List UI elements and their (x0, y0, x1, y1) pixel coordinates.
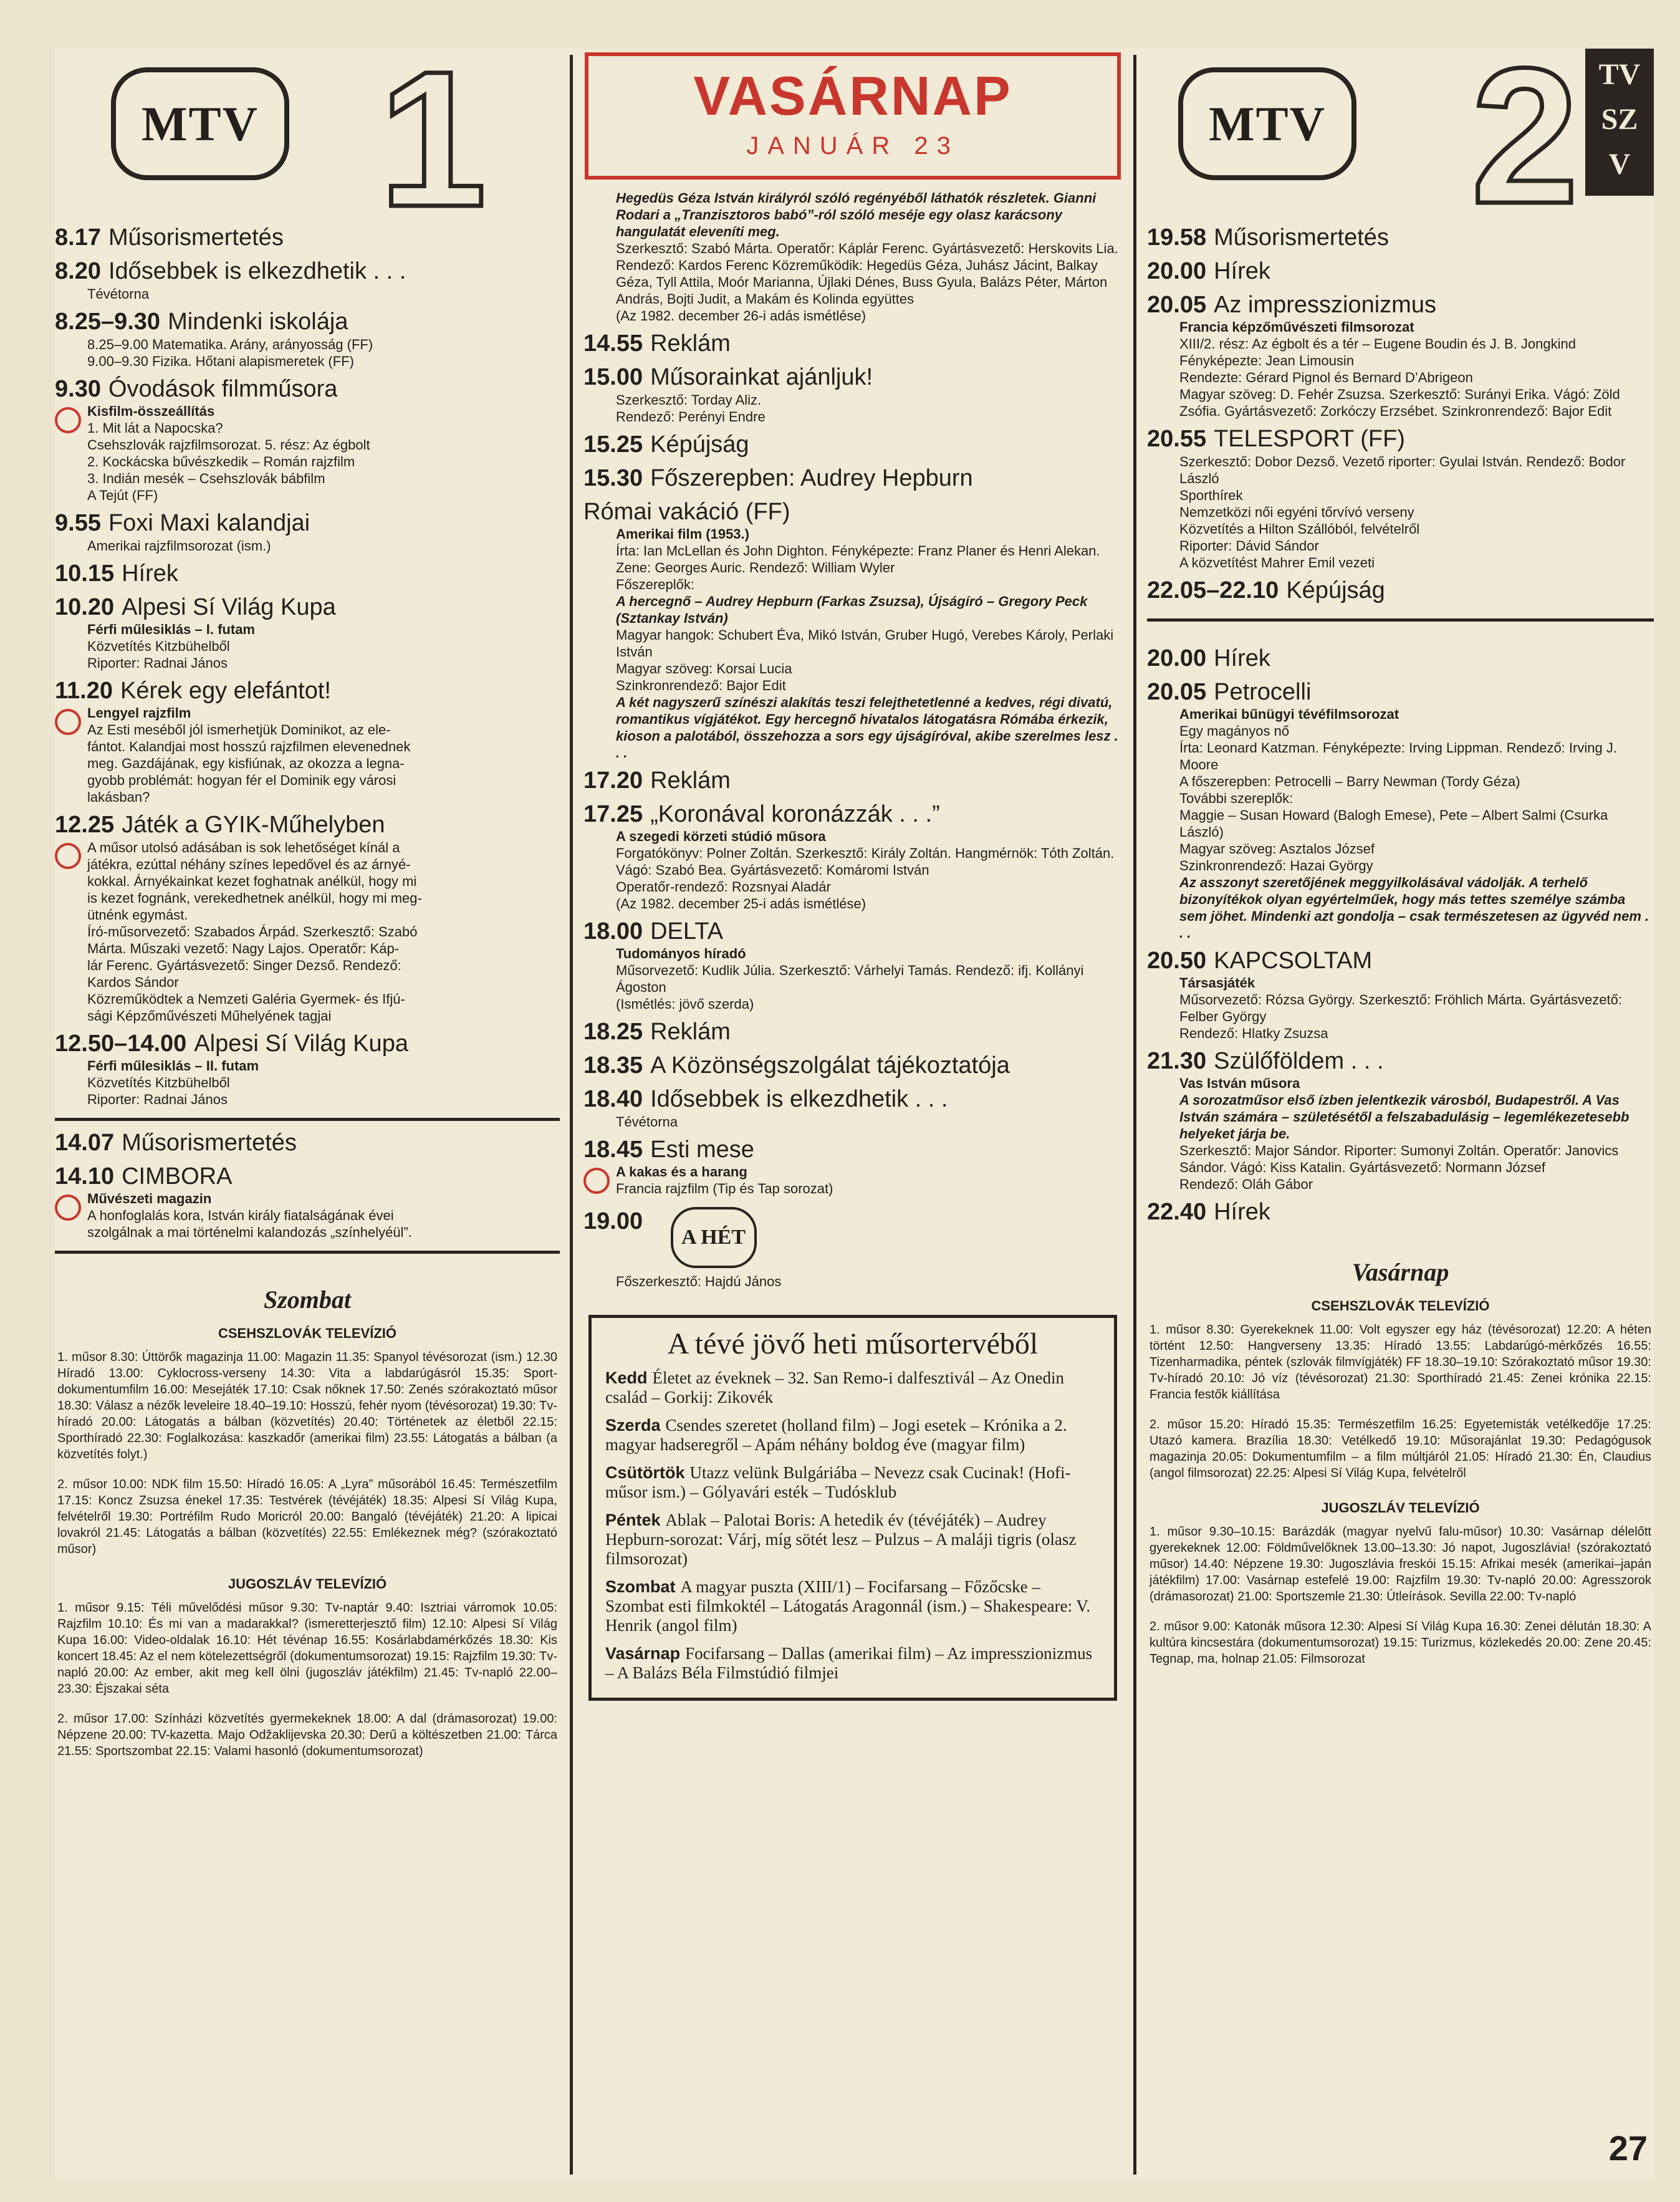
program-entry (55, 593, 560, 671)
program-time: 15.30 (583, 465, 643, 491)
program-detail: Csehszlovák rajzfilmsorozat. 5. rész: Az égbolt (87, 437, 370, 453)
program-time: 15.00 (583, 364, 643, 390)
program-time: 14.55 (583, 330, 643, 357)
program-entry (583, 363, 1122, 425)
program-detail: Az asszonyt szeretőjének meggyilkolásával vádolják. A terhelő bizonyítékok olyan egyértelműek, hogy más tettes személye számba sem jöhet. Mindenki azt gondolja – csak természetesen az ügyvéd nem . . . (1179, 875, 1649, 941)
program-name: Műsorismertetés (108, 224, 284, 251)
program-detail: Rendezte: Gérard Pignol és Bernard D’Abrigeon (1179, 370, 1473, 385)
weekday-programs: A magyar puszta (XIII/1) – Focifarsang – Főzőcske – Szombat esti filmkoktél – Látogatás Aragonnál (ism.) – Shakespeare: V. Henrik (angol film) (605, 1577, 1091, 1635)
program-detail: A két nagyszerű színészi alakítás teszi felejthetetlenné a kedves, régi divatú, romantikus vígjátékot. Egy hercegnő hivatalos látogatásra Rómába érkezik, kioson a palotából, összehozza a sors egy újságíróval, akibe szerelmes lesz . . . (616, 695, 1118, 761)
program-detail: Fényképezte: Jean Limousin (1179, 353, 1355, 368)
program-time: 11.20 (55, 678, 113, 704)
program-title-line (55, 1128, 560, 1157)
program-name: Képújság (1286, 577, 1385, 603)
program-time: 19.00 (583, 1208, 643, 1234)
program-detail: ütnénk egymást. (87, 907, 188, 923)
program-detail: fántot. Kalandjai most hosszú rajzfilmen elevenednek (87, 739, 411, 754)
tag-line: SZ (1601, 103, 1638, 136)
program-title-line (55, 307, 560, 336)
program-time: 18.25 (583, 1019, 643, 1045)
program-title-line (1147, 576, 1654, 605)
program-name: Műsorainkat ajánljuk! (650, 364, 873, 390)
program-detail: 8.25–9.00 Matematika. Arány, arányosság (FF) (87, 337, 373, 352)
program-time: 20.00 (1147, 258, 1207, 284)
program-entry (55, 1162, 560, 1241)
program-title-line (583, 800, 1122, 829)
program-time: 10.15 (55, 560, 115, 587)
next-week-day (605, 1511, 1100, 1569)
program-detail: A sorozatműsor első ízben jelentkezik városból, Budapestről. A Vas István számára – születésétől a felszabadulásig – legemlékezetesebb helyeket járja be. (1179, 1092, 1630, 1142)
program-detail: (Az 1982. december 25-i adás ismétlése) (616, 896, 866, 911)
program-title-line (583, 498, 1122, 526)
program-title-line (1147, 644, 1654, 673)
program-name: Petrocelli (1214, 679, 1312, 705)
program-detail: Vas István műsora (1179, 1075, 1300, 1091)
program-name: KAPCSOLTAM (1214, 948, 1373, 974)
program-detail: Forgatókönyv: Polner Zoltán. Szerkesztő: Király Zoltán. Hangmérnök: Tóth Zoltán. Vágó: Szabó Bea. Gyártásvezető: Komáromi István (616, 845, 1115, 878)
program-title-line (583, 1051, 1122, 1080)
program-entry (55, 1128, 560, 1157)
program-detail: Hegedüs Géza István királyról szóló regényéből láthatók részletek. Gianni Rodari a „Tranzisztoros babó”-ról szóló meséje egy olasz karácsony hangulatát eleveníti meg. (616, 190, 1097, 239)
program-name: Alpesi Sí Világ Kupa (194, 1031, 408, 1057)
program-entry (1147, 1198, 1654, 1226)
page-number: 27 (1608, 2128, 1648, 2168)
program-detail: Szinkronrendező: Bajor Edit (616, 678, 786, 693)
program-title-line (1147, 425, 1654, 453)
program-time: 18.35 (583, 1052, 643, 1079)
program-entry (583, 1017, 1122, 1046)
program-name: Hírek (1214, 258, 1270, 284)
program-name: Római vakáció (FF) (583, 499, 790, 525)
program-name: DELTA (650, 918, 723, 945)
program-detail: kokkal. Árnyékainkat kezet foghatnak anélkül, hogy mi (87, 873, 417, 889)
circle-mark-icon (583, 1168, 610, 1194)
program-entry (583, 430, 1122, 459)
program-title-line (55, 1162, 560, 1191)
program-time: 14.10 (55, 1163, 115, 1190)
program-entry (1147, 946, 1654, 1042)
program-time: 22.05–22.10 (1147, 577, 1279, 603)
program-detail: Közreműködtek a Nemzeti Galéria Gyermek- és Ifjú- (87, 991, 405, 1007)
program-detail: XIII/2. rész: Az égbolt és a tér – Eugene Boudin és J. B. Jongkind (1179, 336, 1576, 352)
tag-line: V (1608, 148, 1631, 181)
program-detail: Riporter: Radnai János (87, 1092, 228, 1107)
program-detail: Írta: Ian McLellan és John Dighton. Fényképezte: Franz Planer és Henri Alekan. Zene: Georges Auric. Rendező: William Wyler (616, 543, 1100, 575)
program-detail: gyobb problémát: hogyan fér el Dominik egy városi (87, 772, 396, 788)
cs-guide-2: 2. műsor 15.20: Híradó 15.35: Természetfilm 16.25: Egyetemisták vetélkedője 17.25: Utazó kamera. Brazília 18.30: Vetélkedő 19.10: Műsorajánlat 19.30: Pedagógusok magazinja 20.05: Dokumentumfilm – a film múltjáról 21.05: Híradó 21.30: Én, Claudius (angol filmsorozat) 22.25: Alpesi Sí Világ Kupa, felvételről (1150, 1418, 1651, 1480)
next-week-title: A tévé jövő heti műsortervéből (667, 1327, 1039, 1360)
program-detail: Közvetítés Kitzbühelből (87, 638, 230, 654)
program-time: 18.40 (583, 1086, 643, 1112)
program-detail: Magyar szöveg: Asztalos József (1179, 841, 1375, 857)
program-detail: Maggie – Susan Howard (Balogh Emese), Pete – Albert Salmi (Csurka László) (1179, 807, 1608, 840)
program-title-line (1147, 1047, 1654, 1075)
program-title-line (1147, 223, 1654, 252)
program-name: Idősebbek is elkezdhetik . . . (108, 258, 406, 284)
program-time: 12.50–14.00 (55, 1031, 187, 1057)
program-detail: A hercegnő – Audrey Hepburn (Farkas Zsuzsa), Újságíró – Gregory Peck (Sztankay István) (616, 594, 1088, 626)
program-detail: Műsorvezető: Kudlik Júlia. Szerkesztő: Várhelyi Tamás. Rendező: ifj. Kollányi Ágoston (616, 963, 1084, 995)
weekday-label: Kedd (605, 1368, 648, 1387)
program-detail: A szegedi körzeti stúdió műsora (616, 829, 826, 844)
program-detail: A Tejút (FF) (87, 488, 158, 503)
day-header (585, 52, 1121, 180)
tv-szv-tag (1585, 49, 1654, 196)
program-name: Reklám (650, 767, 731, 794)
program-detail: lakásban? (87, 789, 150, 805)
program-name: Az impresszionizmus (1214, 292, 1436, 318)
program-time: 9.55 (55, 510, 101, 536)
program-time: 20.55 (1147, 426, 1207, 452)
circle-mark-icon (55, 407, 81, 433)
program-entry (55, 509, 560, 554)
program-detail: További szereplők: (1179, 791, 1294, 806)
program-name: Óvodások filmműsora (108, 376, 338, 402)
program-name: Alpesi Sí Világ Kupa (122, 594, 336, 620)
program-name: TELESPORT (FF) (1214, 426, 1405, 452)
program-detail: A műsor utolsó adásában is sok lehetőséget kínál a (87, 840, 400, 855)
program-detail: Riporter: Radnai János (87, 655, 228, 671)
weekday-programs: Csendes szeretet (holland film) – Jogi esetek – Krónika a 2. magyar hadseregről – Apám néhány boldog éve (magyar film) (605, 1416, 1067, 1454)
program-time: 15.25 (583, 431, 643, 458)
program-detail: Szerkesztő: Dobor Dezső. Vezető riporter: Gyulai István. Rendező: Bodor László (1179, 454, 1626, 486)
program-title-line (583, 363, 1122, 392)
program-detail: meg. Gazdájának, egy kisfiúnak, az okozza a legna- (87, 756, 405, 771)
program-detail: Társasjáték (1179, 975, 1255, 991)
weekday-label: Szombat (605, 1577, 676, 1596)
program-detail: Művészeti magazin (87, 1191, 212, 1206)
program-detail: Márta. Műszaki vezető: Nagy Lajos. Operatőr: Káp- (87, 941, 400, 956)
program-detail: Francia rajzfilm (Tip és Tap sorozat) (616, 1181, 833, 1196)
program-name: A Közönségszolgálat tájékoztatója (650, 1052, 1010, 1079)
program-name: Hírek (122, 560, 178, 587)
program-detail: Kisfilm-összeállítás (87, 403, 215, 419)
program-note: Főszerkesztő: Hajdú János (616, 1274, 782, 1289)
program-entry (583, 766, 1122, 795)
ju-guide-1: 1. műsor 9.15: Téli művelődési műsor 9.30: Tv-naptár 9.40: Isztriai várromok 10.05: Rajzfilm 10.10: És mi van a madarakkal? (ismeretterjesztő film) 12.10: Alpesi Sí Világ Kupa 16.00: Video-oldalak 16.10: Hét tévénap 16.55: Kosárlabdamérkőzés 18.30: Kis koncert 18.45: Az el nem kötelezettségről (dokumentumsorozat) 19.15: Rajzfilm 19.30: Tv-napló 20.00: Az ember, akit meg kell ölni (jugoszláv játékfilm) 21.45: Tv-napló 22.00–23.30: Éjszakai séta (57, 1601, 557, 1696)
column-rule (1133, 55, 1136, 2175)
program-time: 8.20 (55, 258, 101, 284)
mtv1-program-list (55, 223, 560, 1108)
program-detail: Magyar szöveg: D. Fehér Zsuzsa. Szerkesztő: Surányi Erika. Vágó: Zöld Zsófia. Gyártásvezető: Zorkóczy Erzsébet. Szinkronrendező: Bajor Edit (1179, 387, 1620, 419)
program-detail: Nemzetközi női egyéni tőrvívó verseny (1179, 504, 1414, 520)
cs-tv-title: CSEHSZLOVÁK TELEVÍZIÓ (1311, 1298, 1490, 1314)
tag-line: TV (1598, 58, 1641, 91)
program-title-line (583, 430, 1122, 459)
next-week-list (605, 1368, 1100, 1683)
mtv-logo-box: MTV (1178, 67, 1356, 180)
program-time: 20.50 (1147, 948, 1207, 974)
program-name: Esti mese (650, 1137, 754, 1163)
program-detail: Az Esti meséből jól ismerhetjük Dominikot, az ele- (87, 722, 391, 738)
section-title-szombat: Szombat (263, 1286, 352, 1314)
program-detail: A közvetítést Mahrer Emil vezeti (1179, 555, 1375, 570)
program-entry (1147, 1047, 1654, 1193)
program-detail: 2. Kockácska bűvészkedik – Román rajzfilm (87, 454, 355, 469)
program-title-line (55, 223, 560, 252)
program-detail: Közvetítés a Hilton Szállóból, felvételről (1179, 521, 1420, 537)
program-time: 18.45 (583, 1137, 643, 1163)
weekday-programs: Ablak – Palotai Boris: A hetedik év (tévéjáték) – Audrey Hepburn-sorozat: Várj, míg sötét lesz – Pulzus – A maláji tigris (olasz filmsorozat) (605, 1511, 1077, 1568)
program-name: Idősebbek is elkezdhetik . . . (650, 1086, 948, 1112)
program-detail: Egy magányos nő (1179, 723, 1290, 739)
program-detail: A kakas és a harang (616, 1164, 747, 1180)
mtv1-column (55, 49, 560, 2181)
program-detail: Sporthírek (1179, 488, 1243, 503)
program-detail: 1. Mit lát a Napocska? (87, 420, 223, 436)
ju-guide-1: 1. műsor 9.30–10.15: Barázdák (magyar nyelvű falu-műsor) 10.30: Vasárnap délelőtt gyerekeknek 12.00: Földművelőknek 13.00–13.30: Jó napot, Jugoszlávia! (szórakoztató műsor) 14.40: Népzene 19.30: Jugoszlávia freskói 15.15: Afrikai mesék (amerikai–japán játékfilm) 17.00: Vasárnap estefelé 19.00: Rajzfilm 19.30: Tv-napló 20.00: Agresszorok (drámasorozat) 21.00: Sportszemle 21.30: Útleírások. Sevilla 22.00: Tv-napló (1150, 1525, 1651, 1603)
program-name: Játék a GYIK-Műhelyben (122, 812, 385, 838)
program-time: 17.25 (583, 801, 643, 827)
divider (55, 1118, 560, 1121)
program-time: 8.25–9.30 (55, 309, 161, 335)
circle-mark-icon (55, 709, 81, 735)
program-time: 20.05 (1147, 292, 1207, 318)
program-detail: Szerkesztő: Szabó Márta. Operatőr: Káplár Ferenc. Gyártásvezető: Herskovits Lia. Rendező: Kardos Ferenc Közreműködik: Hegedüs Géza, Juhász Jácint, Balkay Géza, Tyll Attila, Moór Marianna, Újlaki Dénes, Buss Gyula, Balázs Péter, Márton András, Bojti Judit, a Makám és Kolinda együttes (616, 241, 1118, 307)
program-title-line (1147, 1198, 1654, 1226)
cs-guide-2: 2. műsor 10.00: NDK film 15.50: Híradó 16.05: A „Lyra” műsorából 16.45: Természetfilm 17.15: Koncz Zsuzsa énekel 17.35: Testvérek (tévéjáték) 18.35: Alpesi Sí Világ Kupa, felvételről 19.30: Portréfilm Rudo Moricról 20.00: Bangaló (tévéjáték) 21.20: A lipicai lovakról 21.45: Látogatás a bálban (közvetítés) 22.55: Emlékeznek még? (szórakoztató műsor) (57, 1478, 557, 1556)
program-time: 21.30 (1147, 1048, 1207, 1074)
center-program-list (583, 190, 1122, 1197)
column-rule (570, 55, 573, 2175)
program-detail: 3. Indián mesék – Csehszlovák bábfilm (87, 471, 325, 486)
program-time: 8.17 (55, 224, 101, 251)
program-detail: A honfoglalás kora, István király fiatalságának évei (87, 1208, 394, 1223)
program-time: 19.58 (1147, 224, 1207, 251)
program-name: Hírek (1214, 1199, 1270, 1225)
program-entry (1147, 576, 1654, 605)
program-title-line (55, 257, 560, 286)
weekday-programs: Utazz velünk Bulgáriába – Nevezz csak Cucinak! (Hofi-műsor ism.) – Gólyavári esték – Tudósklub (605, 1463, 1071, 1501)
weekday-label: Vasárnap (605, 1644, 681, 1663)
program-title-line (583, 464, 1122, 493)
program-name: Műsorismertetés (1214, 224, 1389, 251)
weekday-label: Szerda (605, 1416, 661, 1435)
program-name: Hírek (1214, 645, 1270, 671)
program-name: Kérek egy elefántot! (120, 678, 331, 704)
program-time: 14.07 (55, 1130, 115, 1156)
program-detail: Főszereplők: (616, 577, 694, 592)
ju-guide-2: 2. műsor 9.00: Katonák műsora 12.30: Alpesi Sí Világ Kupa 16.30: Zenei délután 18.30: A kultúra kincsestára (dokumentumsorozat) 19.15: Turizmus, közlekedés 20.00: Zene 20.45: Tegnap, ma, holnap 21.05: Filmsorozat (1150, 1620, 1651, 1666)
program-entry (583, 1051, 1122, 1080)
program-detail: Tévétorna (87, 286, 150, 302)
program-detail: Rendező: Hlatky Zsuzsa (1179, 1026, 1328, 1041)
program-time: 10.20 (55, 594, 115, 620)
program-time: 17.20 (583, 767, 643, 794)
program-detail: Tudományos híradó (616, 946, 746, 961)
program-detail: Férfi műlesiklás – I. futam (87, 622, 255, 637)
program-detail: (Az 1982. december 26-i adás ismétlése) (616, 308, 866, 324)
program-detail: Lengyel rajzfilm (87, 705, 191, 721)
program-entry (55, 375, 560, 504)
program-entry (55, 223, 560, 252)
cs-tv-title: CSEHSZLOVÁK TELEVÍZIÓ (218, 1325, 397, 1341)
program-detail: Kardos Sándor (87, 974, 179, 990)
ju-guide-2: 2. műsor 17.00: Színházi közvetítés gyermekeknek 18.00: A dal (drámasorozat) 19.00: Népzene 20.00: TV-kazetta. Majo Odžaklijevska 20.30: Derű a költészetben 21.00: Tárca 21.55: Sportszombat 22.15: Valami hasonló (dokumentumsorozat) (57, 1712, 557, 1758)
program-title-line (55, 676, 560, 705)
program-detail: Közvetítés Kitzbühelből (87, 1075, 230, 1090)
program-title-line (1147, 946, 1654, 975)
next-week-day (605, 1577, 1100, 1635)
program-title-line (583, 329, 1122, 358)
program-detail: Írta: Leonard Katzman. Fényképezte: Irving Lippman. Rendező: Irving J. Moore (1179, 740, 1617, 772)
channel-number-one: 1 (379, 49, 487, 247)
program-title-line (55, 593, 560, 622)
program-entry (583, 1135, 1122, 1197)
circle-mark-icon (55, 1195, 81, 1221)
section-title-vasarnap: Vasárnap (1351, 1258, 1449, 1286)
day-date: JANUÁR 23 (746, 132, 959, 160)
next-week-day (605, 1463, 1100, 1502)
ju-tv-title: JUGOSZLÁV TELEVÍZIÓ (1321, 1500, 1480, 1516)
program-a-het (583, 1207, 1122, 1290)
program-detail: Műsorvezető: Rózsa György. Szerkesztő: Fröhlich Márta. Gyártásvezető: Felber György (1179, 992, 1622, 1024)
program-detail: Amerikai rajzfilmsorozat (ism.) (87, 538, 271, 554)
center-column (583, 49, 1122, 2181)
program-detail: Operatőr-rendező: Rozsnyai Aladár (616, 879, 831, 895)
program-entry (1147, 257, 1654, 286)
program-name: Foxi Maxi kalandjai (108, 510, 310, 536)
program-detail: Rendező: Oláh Gábor (1179, 1176, 1313, 1192)
program-detail: Magyar hangok: Schubert Éva, Mikó István, Gruber Hugó, Verebes Károly, Perlaki István (616, 627, 1114, 660)
program-detail: is kezet fognánk, verekedhetnek anélkül, hogy mi meg- (87, 890, 422, 906)
program-title-line (583, 766, 1122, 795)
program-detail: 9.00–9.30 Fizika. Hőtani alapismeretek (FF) (87, 353, 354, 369)
next-week-box (588, 1315, 1117, 1701)
program-entry (583, 1085, 1122, 1130)
program-title-line (583, 917, 1122, 946)
program-detail: Szerkesztő: Major Sándor. Riporter: Sumonyi Zoltán. Operatőr: Janovics Sándor. Vágó: Kiss Katalin. Gyártásvezető: Normann József (1179, 1143, 1619, 1175)
program-entry (583, 800, 1122, 912)
next-week-day (605, 1368, 1100, 1407)
program-entry (55, 257, 560, 302)
program-entry (583, 917, 1122, 1012)
program-detail: szolgálnak a mai történelmi kalandozás „színhelyéül”. (87, 1224, 412, 1240)
channel-number-two: 2 (1471, 49, 1579, 244)
ju-tv-title: JUGOSZLÁV TELEVÍZIÓ (228, 1576, 387, 1592)
program-detail: Amerikai bűnügyi tévéfilmsorozat (1179, 706, 1399, 722)
weekday-label: Csütörtök (605, 1463, 685, 1482)
program-entry (583, 190, 1122, 324)
box-bottom-rule (1147, 618, 1654, 622)
program-detail: (Ismétlés: jövő szerda) (616, 996, 754, 1012)
program-detail: Író-műsorvezető: Szabados Árpád. Szerkesztő: Szabó (87, 924, 418, 940)
program-name: Képújság (650, 431, 749, 458)
mtv2-column (1147, 49, 1654, 2181)
program-detail: Amerikai film (1953.) (616, 526, 749, 542)
weekday-programs: Életet az éveknek – 32. San Remo-i dalfesztivál – Az Onedin család – Gorkij: Zikovék (605, 1368, 1065, 1406)
program-title-line (583, 1017, 1122, 1046)
mtv1-program-list-afternoon (55, 1128, 560, 1241)
tv-guide-page (55, 49, 1654, 2181)
program-time: 18.00 (583, 918, 643, 945)
program-entry (1147, 223, 1654, 252)
a-het-logo: A HÉT (671, 1207, 757, 1268)
program-name: Reklám (650, 1019, 731, 1045)
program-entry (55, 676, 560, 805)
mtv-logo-box: MTV (111, 67, 289, 180)
program-detail: Rendező: Perényi Endre (616, 409, 766, 425)
mtv2-program-list (1147, 223, 1654, 605)
program-title-line (55, 559, 560, 588)
program-entry (1147, 425, 1654, 571)
program-title-line (583, 1135, 1122, 1164)
program-time: 20.05 (1147, 679, 1207, 705)
cs-guide-1: 1. műsor 8.30: Úttörők magazinja 11.00: Magazin 11.35: Spanyol tévésorozat (ism.) 12.30 Híradó 13.00: Cyklocross-verseny 14.30: Vita a labdarúgásról 15.35: Sport-dokumentumfilm 16.00: Mesejáték 17.10: Csak nőknek 17.50: Zenés szórakoztató műsor 18.30: Válasz a nézők leveleire 18.40–19.10: Hosszú, fehér nyom (tévésorozat) 19.30: Tv-híradó 20.00: Látogatás a bálban (közvetítés) 20.40: Történetek az életből 22.15: Sporthíradó 22.30: Foglalkozása: kaszkadőr (amerikai film) 23.55: Látogatás a bálban (a közvetítés folyt.) (57, 1350, 557, 1461)
program-detail: lár Ferenc. Gyártásvezető: Singer Dezső. Rendező: (87, 958, 401, 973)
program-name: Reklám (650, 330, 731, 357)
weekday-programs: Focifarsang – Dallas (amerikai film) – Az impresszionizmus – A Balázs Béla Filmstúdió filmjei (605, 1644, 1093, 1682)
program-title-line (55, 375, 560, 403)
program-time: 20.00 (1147, 645, 1207, 671)
program-detail: Tévétorna (616, 1114, 678, 1130)
program-detail: Férfi műlesiklás – II. futam (87, 1058, 259, 1074)
program-entry (55, 810, 560, 1024)
day-name: VASÁRNAP (693, 65, 1012, 127)
program-detail: Francia képzőművészeti filmsorozat (1179, 319, 1414, 335)
program-detail: Riporter: Dávid Sándor (1179, 538, 1319, 554)
program-detail: Szinkronrendező: Hazai György (1179, 858, 1373, 873)
program-time: 9.30 (55, 376, 101, 402)
program-title-line (55, 509, 560, 537)
szv-program-list (1147, 644, 1654, 1226)
program-entry (1147, 678, 1654, 941)
program-detail: sági Képzőművészeti Műhelyének tagjai (87, 1008, 332, 1024)
program-name: Mindenki iskolája (168, 309, 348, 335)
program-title-line (583, 1085, 1122, 1113)
program-entry (55, 559, 560, 588)
program-entry (583, 464, 1122, 493)
program-time: 22.40 (1147, 1199, 1207, 1225)
program-title-line (1147, 291, 1654, 319)
program-entry (55, 1029, 560, 1108)
next-week-day (605, 1416, 1100, 1454)
program-name: CIMBORA (122, 1163, 233, 1190)
circle-mark-icon (55, 843, 81, 869)
program-entry (583, 329, 1122, 358)
program-detail: A főszerepben: Petrocelli – Barry Newman (Tordy Géza) (1179, 774, 1520, 789)
program-title-line (1147, 257, 1654, 286)
program-time: 12.25 (55, 812, 115, 838)
program-title-line (1147, 678, 1654, 706)
divider (55, 1251, 560, 1254)
next-week-day (605, 1644, 1100, 1683)
program-name: „Koronával koronázzák . . .” (650, 801, 940, 827)
program-title-line (55, 810, 560, 839)
program-name: Műsorismertetés (122, 1130, 297, 1156)
program-name: Főszerepben: Audrey Hepburn (650, 465, 973, 491)
weekday-label: Péntek (605, 1511, 661, 1529)
program-entry (583, 498, 1122, 761)
program-entry (1147, 291, 1654, 420)
program-detail: játékra, ezúttal néhány színes lepedővel és az árnyé- (87, 857, 411, 872)
program-title-line (55, 1029, 560, 1058)
program-entry (55, 307, 560, 370)
program-detail: Magyar szöveg: Korsai Lucia (616, 661, 792, 676)
program-entry (1147, 644, 1654, 673)
program-detail: Szerkesztő: Torday Aliz. (616, 392, 762, 408)
cs-guide-1: 1. műsor 8.30: Gyerekeknek 11.00: Volt egyszer egy ház (tévésorozat) 12.20: A héten történt 12.50: Hangverseny 13.35: Híradó 13.55: Labdarúgó-mérkőzés 16.55: Tizenharmadika, péntek (szlovák filmvígjáték) FF 18.30–19.10: Szórakoztató műsor 19.30: Tv-híradó 20.10: Jó víz (tévésorozat) 21.30: Sporthíradó 21.45: Zenei krónika 22.15: Francia festők kiállítása (1150, 1323, 1651, 1401)
program-name: Szülőföldem . . . (1214, 1048, 1384, 1074)
